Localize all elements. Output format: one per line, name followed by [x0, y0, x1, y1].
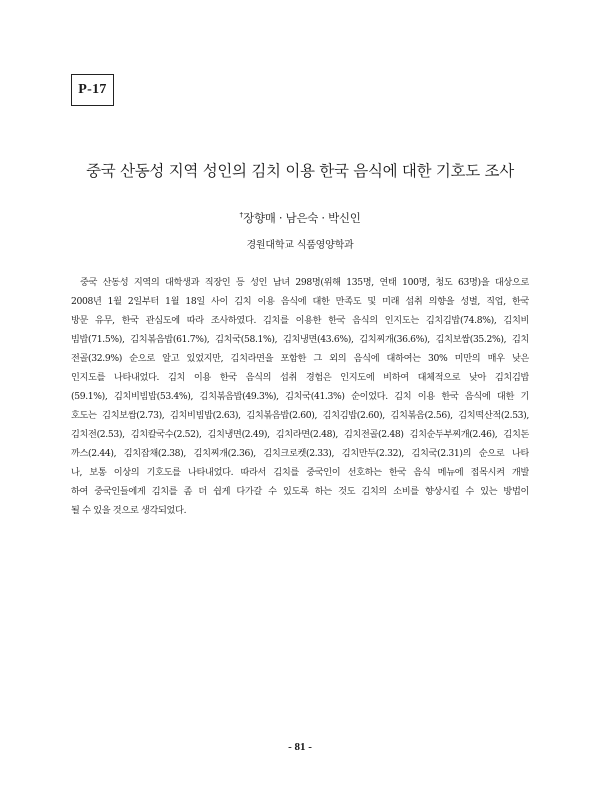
author-line — [40, 210, 560, 226]
abstract-line: 호도는 김치보쌈(2.73), 김치비빔밥(2.63), 김치볶음밥(2.60), 김치김밥(2.60), 김치볶음(2.56), 김치떡산적(2.53), — [71, 410, 529, 421]
abstract-line: 인지도를 나타내었다. 김치 이용 한국 음식의 섭취 경험은 인지도에 비하여 대체적으로 낮아 김치김밥 — [71, 372, 529, 383]
author-names: 장향매 · 남은숙 · 박신인 — [243, 211, 361, 225]
abstract-line: (59.1%), 김치비빔밥(53.4%), 김치볶음밥(49.3%), 김치국(41.3%) 순이었다. 김치 이용 한국 음식에 대한 기 — [71, 391, 529, 402]
abstract-body — [71, 273, 529, 520]
abstract-line: 김치전(2.53), 김치칼국수(2.52), 김치냉면(2.49), 김치라면(2.48), 김치전골(2.48) 김치순두부찌개(2.46), 김치돈 — [71, 429, 529, 440]
corresponding-author-marker: † — [239, 211, 243, 219]
paper-title: 중국 산동성 지역 성인의 김치 이용 한국 음식에 대한 기호도 조사 — [86, 162, 514, 180]
poster-id: P-17 — [78, 82, 107, 97]
poster-id-box — [71, 74, 114, 106]
abstract-line: 하여 중국인들에게 김치를 좀 더 쉽게 다가갈 수 있도록 하는 것도 김치의 소비를 향상시킬 수 있는 방법이 — [71, 486, 529, 497]
abstract-line: 방문 유무, 한국 관심도에 따라 조사하였다. 김치를 이용한 한국 음식의 인지도는 김치김밥(74.8%), 김치비 — [71, 315, 529, 326]
abstract-line: 전골(32.9%) 순으로 알고 있었지만, 김치라면을 포함한 그 외의 음식에 대하여는 30% 미만의 매우 낮은 — [71, 353, 529, 364]
abstract-line: 까스(2.44), 김치잡채(2.38), 김치찌개(2.36), 김치크로켓(2.33), 김치만두(2.32), 김치국(2.31)의 순으로 나타 — [71, 448, 529, 459]
abstract-line: 2008년 1월 2일부터 1월 18일 사이 김치 이용 음식에 대한 만족도 및 미래 섭취 의향을 성별, 직업, 한국 — [71, 296, 529, 307]
affiliation: 경원대학교 식품영양학과 — [246, 240, 354, 251]
abstract-line: 중국 산동성 지역의 대학생과 직장인 등 성인 남녀 298명(위해 135명, 연태 100명, 청도 63명)을 대상으로 — [80, 277, 529, 288]
page-number: - 81 - — [288, 741, 312, 753]
abstract-line: 나, 보통 이상의 기호도를 나타내었다. 따라서 김치를 중국인이 선호하는 한국 음식 메뉴에 접목시켜 개발 — [71, 467, 529, 478]
abstract-line: 빔밥(71.5%), 김치볶음밥(61.7%), 김치국(58.1%), 김치냉면(43.6%), 김치찌개(36.6%), 김치보쌈(35.2%), 김치 — [71, 334, 529, 345]
abstract-line: 될 수 있을 것으로 생각되었다. — [71, 505, 187, 516]
